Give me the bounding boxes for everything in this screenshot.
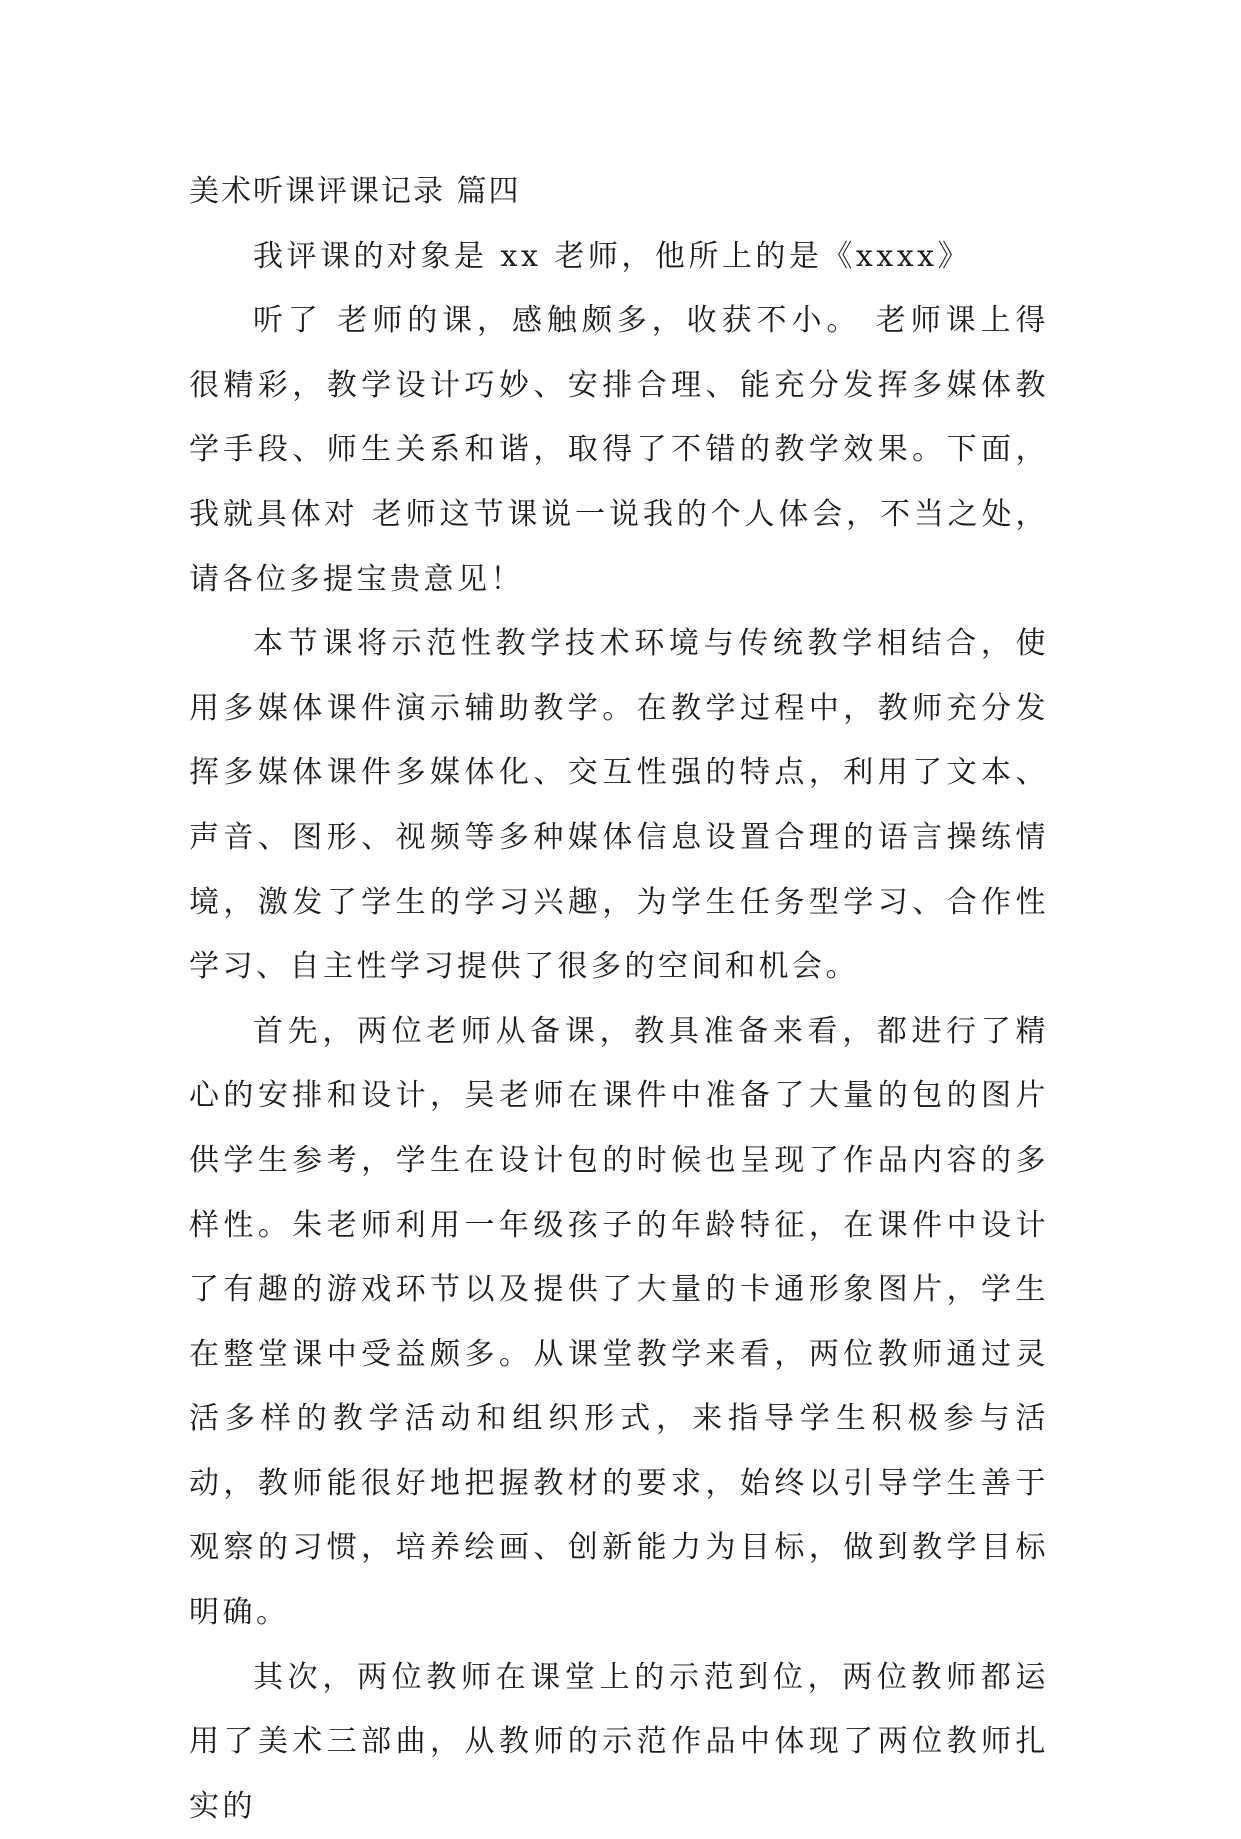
paragraph-demonstration: 其次，两位教师在课堂上的示范到位，两位教师都运用了美术三部曲，从教师的示范作品中体现了两位教师扎实的 [189, 1659, 1049, 1824]
document-title: 美术听课评课记录 篇四 [189, 174, 521, 209]
paragraph-lesson-preparation: 首先，两位老师从备课，教具准备来看，都进行了精心的安排和设计，吴老师在课件中准备了大量的包的图片供学生参考，学生在设计包的时候也呈现了作品内容的多样性。朱老师利用一年级孩子的年龄特征，在课件中设计了有趣的游戏环节以及提供了大量的卡通形象图片，学生在整堂课中受益颇多。从课堂教学来看，两位教师通过灵活多样的教学活动和组织形式，来指导学生积极参与活动，教师能很好地把握教材的要求，始终以引导学生善于观察的习惯，培养绘画、创新能力为目标，做到教学目标明确。 [189, 1013, 1049, 1631]
paragraph-multimedia-teaching: 本节课将示范性教学技术环境与传统教学相结合，使用多媒体课件演示辅助教学。在教学过程中，教师充分发挥多媒体课件多媒体化、交互性强的特点，利用了文本、声音、图形、视频等多种媒体信息设置合理的语言操练情境，激发了学生的学习兴趣，为学生任务型学习、合作性学习、自主性学习提供了很多的空间和机会。 [189, 626, 1049, 985]
paragraph-overall-impression: 听了 老师的课，感触颇多，收获不小。 老师课上得很精彩，教学设计巧妙、安排合理、能充分发挥多媒体教学手段、师生关系和谐，取得了不错的教学效果。下面，我就具体对 老师这节课说一说我的个人体会，不当之处，请各位多提宝贵意见！ [189, 303, 1049, 597]
paragraph-review-target: 我评课的对象是 xx 老师，他所上的是《xxxx》 [253, 238, 972, 274]
document-body [189, 160, 1049, 1839]
